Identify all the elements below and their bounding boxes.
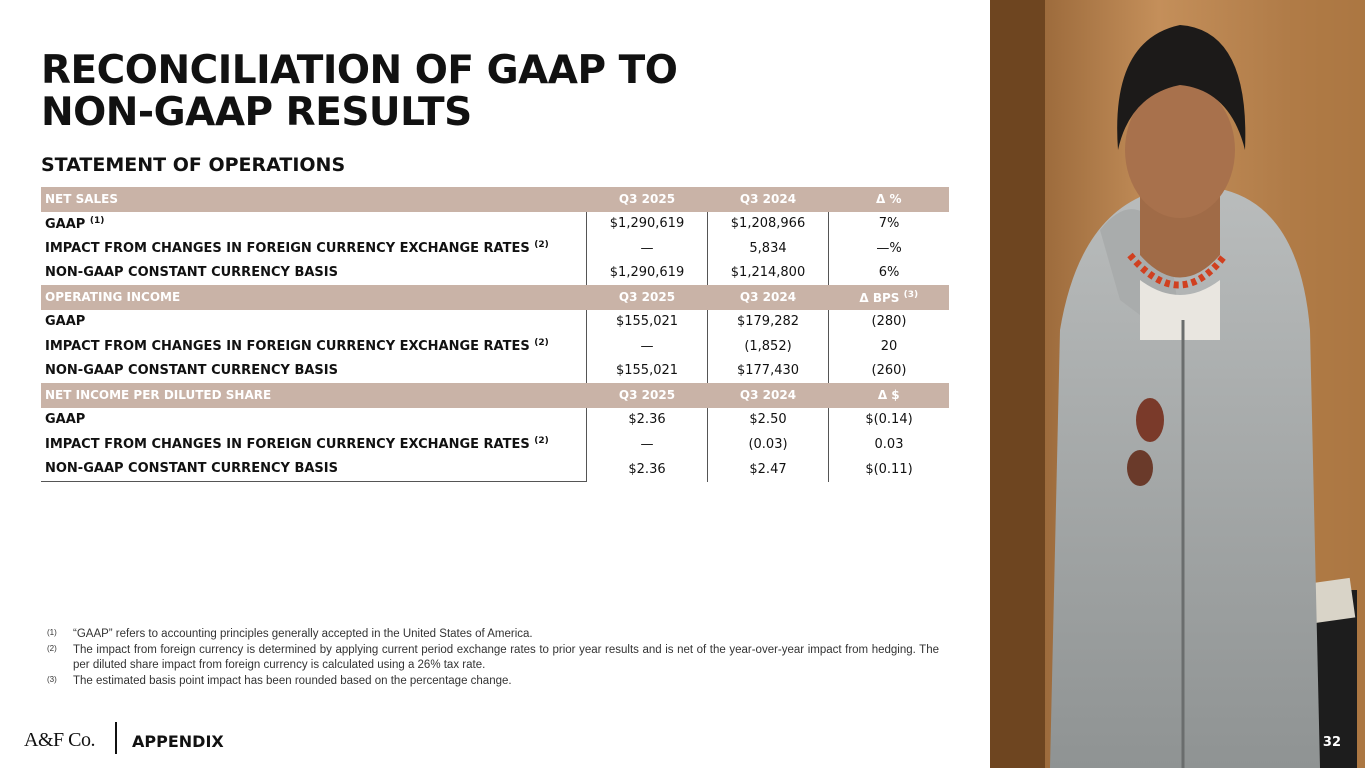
value-current: $155,021 [587, 359, 708, 384]
section-header-label: NET INCOME PER DILUTED SHARE [45, 388, 272, 403]
value-prior: $2.47 [708, 457, 829, 482]
company-logo: A&F Co. [24, 729, 95, 751]
value-prior: 5,834 [708, 236, 829, 261]
section-subtitle: STATEMENT OF OPERATIONS [41, 154, 346, 176]
value-current: $1,290,619 [587, 261, 708, 286]
column-header-change: Δ % [876, 192, 902, 207]
section-header-row [41, 285, 949, 310]
section-header-label: OPERATING INCOME [45, 290, 181, 305]
footnote-mark: (3) [47, 675, 57, 684]
value-prior: $1,208,966 [708, 212, 829, 237]
page-number: 32 [1322, 735, 1341, 750]
row-label: GAAP [45, 314, 86, 330]
footnote-marker: (2) [534, 338, 549, 349]
column-header-current: Q3 2025 [618, 192, 676, 207]
table-row [41, 236, 949, 261]
footnote [47, 627, 939, 642]
value-current: $2.36 [587, 408, 708, 433]
row-label: NON-GAAP CONSTANT CURRENCY BASIS [45, 265, 338, 281]
column-header-prior: Q3 2024 [739, 388, 797, 403]
column-header-change: Δ $ [877, 388, 900, 403]
column-header-prior: Q3 2024 [739, 192, 797, 207]
footnote-marker: (3) [903, 289, 919, 300]
value-prior: $179,282 [708, 310, 829, 335]
section-header-row [41, 187, 949, 212]
table-row [41, 212, 949, 237]
footnote-mark: (2) [47, 644, 57, 653]
value-prior: $1,214,800 [708, 261, 829, 286]
footnote-text: The impact from foreign currency is determined by applying current period exchange rates to prior year results and is net of the year-over-year impact from hedging. The per diluted share impact from foreign currency is calculated using a 26% tax rate. [73, 644, 939, 671]
value-change: 0.03 [829, 432, 950, 457]
value-current: — [587, 236, 708, 261]
row-label: IMPACT FROM CHANGES IN FOREIGN CURRENCY EXCHANGE RATES $^{(2)}$ [45, 436, 549, 453]
value-current: — [587, 432, 708, 457]
value-change: —% [829, 236, 950, 261]
table-row [41, 457, 949, 482]
table-row [41, 310, 949, 335]
column-header-change: Δ BPS $^{(3)}$ [859, 289, 919, 305]
footnote-marker: (2) [534, 436, 549, 447]
table-row [41, 261, 949, 286]
value-prior: $2.50 [708, 408, 829, 433]
page-title-line-1: RECONCILIATION OF GAAP TO [41, 48, 678, 93]
page-title-line-2: NON-GAAP RESULTS [41, 90, 472, 135]
page-title [41, 50, 941, 134]
value-current: — [587, 334, 708, 359]
row-label: NON-GAAP CONSTANT CURRENCY BASIS [45, 363, 338, 379]
row-label: GAAP [45, 412, 86, 428]
footnote-marker: (2) [534, 240, 549, 251]
reconciliation-table [41, 187, 949, 482]
value-current: $155,021 [587, 310, 708, 335]
footnote [47, 643, 939, 673]
footnotes [47, 627, 939, 690]
section-label: APPENDIX [132, 732, 224, 751]
table-row [41, 408, 949, 433]
column-header-prior: Q3 2024 [739, 290, 797, 305]
value-current: $2.36 [587, 457, 708, 482]
value-current: $1,290,619 [587, 212, 708, 237]
value-prior: (1,852) [708, 334, 829, 359]
value-change: $(0.11) [829, 457, 950, 482]
footer-divider [115, 722, 117, 754]
value-change: $(0.14) [829, 408, 950, 433]
model-photo-icon [990, 0, 1365, 768]
footnote-mark: (1) [47, 628, 57, 637]
column-header-current: Q3 2025 [618, 388, 676, 403]
footnote-text: The estimated basis point impact has been rounded based on the percentage change. [73, 675, 512, 687]
table-row [41, 334, 949, 359]
footnote-marker: (1) [89, 215, 105, 226]
section-header-label: NET SALES [45, 192, 119, 207]
value-change: 7% [829, 212, 950, 237]
column-header-current: Q3 2025 [618, 290, 676, 305]
value-change: 20 [829, 334, 950, 359]
value-prior: (0.03) [708, 432, 829, 457]
table-row [41, 359, 949, 384]
row-label: GAAP $^{(1)}$ [45, 215, 105, 232]
footnote [47, 674, 939, 689]
section-header-row [41, 383, 949, 408]
value-prior: $177,430 [708, 359, 829, 384]
row-label: NON-GAAP CONSTANT CURRENCY BASIS [41, 457, 587, 482]
row-label: IMPACT FROM CHANGES IN FOREIGN CURRENCY EXCHANGE RATES $^{(2)}$ [45, 240, 549, 257]
value-change: 6% [829, 261, 950, 286]
table-row [41, 432, 949, 457]
row-label: IMPACT FROM CHANGES IN FOREIGN CURRENCY EXCHANGE RATES $^{(2)}$ [45, 338, 549, 355]
footnote-text: “GAAP” refers to accounting principles generally accepted in the United States of America. [73, 628, 533, 640]
value-change: (280) [829, 310, 950, 335]
value-change: (260) [829, 359, 950, 384]
